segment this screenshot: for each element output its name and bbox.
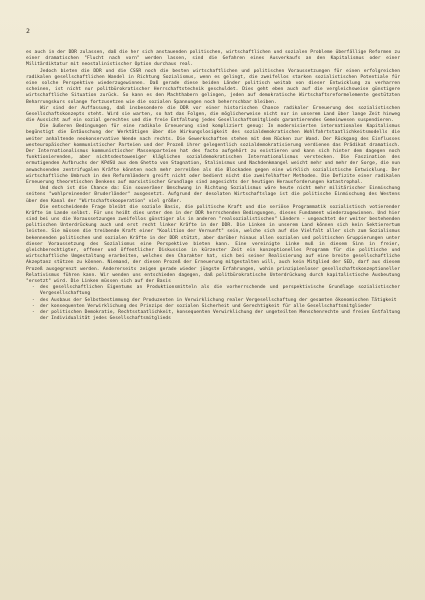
paragraph: Die entscheidende Frage bleibt die soziale Basis, die politische Kraft und die seriöse Programmatik sozialistisch votierender Kräfte im Lande selbst. Für uns heißt dies unter den in der DDR herrschenden Bedingungen, dieses Fundament wiederzugewinnen. Und hier sind bei uns die Voraussetzungen zweifellos günstiger als in anderen "realsozialistischen" Ländern - ungeachtet der weiter bestehenden politischen Unterdrückung auch und erst recht linker Kräfte in der DDR. Die Linken in unserem Land können sich kein Sektierertum leisten. Sie müssen die treibende Kraft einer "Koalition der Vernunft" sein, welche sich auf die Vielfalt aller sich zum Sozialismus bekennenden politischen und sozialen Kräfte in der DDR stützt, aber darüber hinaus allen sozialen und politischen Gruppierungen unter dieser Voraussetzung des Sozialismus eine Perspektive bieten kann. Eine vereinigte Linke muß in diesem Sinn in freier, gleichberechtigter, offener und öffentlicher Diskussion in kürzester Zeit ein konzeptionelles Programm für die politische und wirtschaftliche Umgestaltung erarbeiten, welches den Charakter hat, sich bei seiner Realisierung auf eine breite gesellschaftliche Akzeptanz stützen zu können. Niemand, der diesen Prozeß der Erneuerung mitgestalten will, auch kein Mitglied der SED, darf aus diesem Prozeß ausgegrenzt werden. Andererseits zeigen gerade wieder jüngste Erfahrungen, wohin prinzipienloser gesellschaftskonzeptioneller Relativismus führen kann. Wir wenden uns entschieden dagegen, daß politbürokratische Unterdrückung durch kapitalistische Ausbeutung "ersetzt" wird. Die Linken müssen sich auf der Basis [26, 204, 400, 284]
list-item: - des gesellschaftlichen Eigentums an Produktionsmitteln als die vorherrschende und perspektivische Grundlage sozialistischer Vergesellschaftung [32, 285, 400, 297]
paragraph: Die äußeren Bedingungen für eine radikale Erneuerung sind kompliziert genug: In modernisierten internationalen Kapitalismus begünstigt die Entäuschung der Werktätigen über die Wirkungslosigkeit des sozialdemokratischen Wohlfahrtstaatlichkeitsmodells die weiter anhaltende neokonservative Wende nach rechts. Die Gewerkschaften stehen mit dem Rücken zur Wand. Der Rückgang des Einflusses westeuropäischer kommunistischer Parteien und der Prozeß ihrer gelegentlich sozialdemokratisierung verdienen das Prädikat dramatisch. Der Internationalismus kommunistischer Massenparteien hat des facto aufgehört zu existieren und kann sich hinter dem dagegen noch funktionierenden, aber nichtsdestoweniger kläglichen sozialdemokratischen Internationalismus verstecken. Die Faszination des ermutigenden Aufbruchs der KPdSU aus dem Ghetto von Stagnation, Stalinismus und Nachdenkmangel weicht mehr und mehr der Sorge, die nun anwachsenden zentrifugalen Kräfte könnten noch mehr zerreißen als die Blockaden gegen eine wirklich sozialistische Entwicklung. Der wirtschaftliche Umbruch in den Reformländern greift nicht oder bedient nicht die zweifelhafter Methoden. Die Defizite einer radikalen Erneuerung theoretischen Denkens auf marxistischer Grundlage sind angesichts der heutigen Herausforderungen katastrophal. [26, 124, 400, 185]
paragraph: Und doch ist die Chance da: Ein souveräner Umschwung in Richtung Sozialismus wäre heute nicht mehr militärischer Einmischung seitens "wohlpreinender Bruderländer" ausgesetzt. Aufgrund der desolaten Wirtschaftslage ist die politische Einmischung des Westens über den Kanal der "Wirtschaftskooperation" viel größer. [26, 186, 400, 204]
paragraph: Wir sind der Auffassung, daß insbesondere die DDR vor einer historischen Chance radikaler Erneuerung des sozialistischen Gesellschaftskonzepts steht. Wird sie warten, so hat das Folgen, die möglicherweise nicht nur in unserem Land über lange Zeit hinweg die Aussicht auf ein sozial gerechtes und die freie Entfaltung jedes Gesellschaftsmitglieds garantierendes Gemeinwesen suspendieren. [26, 105, 400, 124]
page-number: 2 [26, 27, 30, 35]
list-item: - der politischen Demokratie, Rechtsstaatlichkeit, konsequenten Verwirklichung der ungeteilten Menschenrechte und freien Entfaltung der Individualität jedes Gesellschaftsmitglieds [32, 310, 400, 322]
list-item: - der konsequenten Verwirklichung des Prinzips der sozialen Sicherheit und Gerechtigkeit für alle Gesellschaftsmitglieder [32, 304, 400, 310]
body-text [26, 50, 400, 322]
paragraph: es auch in der DDR zulassen, daß die her sich anstauenden politischen, wirtschaftlichen und sozialen Probleme überfällige Reformen zu einer dramatischen "Flucht nach vorn" werden lassen, sind die Gefahren eines Ausverkaufs an den Kapitalismus oder einer Militärdiktatur mit neostalinistischer Option durchaus real. [26, 50, 400, 68]
list-item: - des Ausbaus der Selbstbestimmung der Produzenten in Verwirklichung realer Vergesellschaftung der gesamten ökonomischen Tätigkeit [32, 298, 400, 304]
basis-list [26, 285, 400, 322]
paragraph: Jedoch bieten die DDR und die CSSR noch die besten wirtschaftlichen und politischen Voraussetzungen für einen erfolgreichen radikalen gesellschaftlichen Wandel in Richtung Sozialismus, wenn es gelingt, die zweifellos starken sozialistischen Potentiale für eine solche Perspektive wiederzugewinnen. Daß gerade diese beiden Länder politisch weitab von dieser Entwicklung zu verharren scheinen, ist nicht nur politbürokratischer Herrschaftstechnik geschuldet. Dies geht eben auch auf die vergleichsweise günstigere wirtschaftliche Situation zurück. So kann es den Machthabern gelingen, jeden auf demokratische Wirtschaftsreformelemente gestützten Beharrungskurs solange fortzusetzen wie die sozialen Spannungen noch beherrschbar bleiben. [26, 68, 400, 105]
